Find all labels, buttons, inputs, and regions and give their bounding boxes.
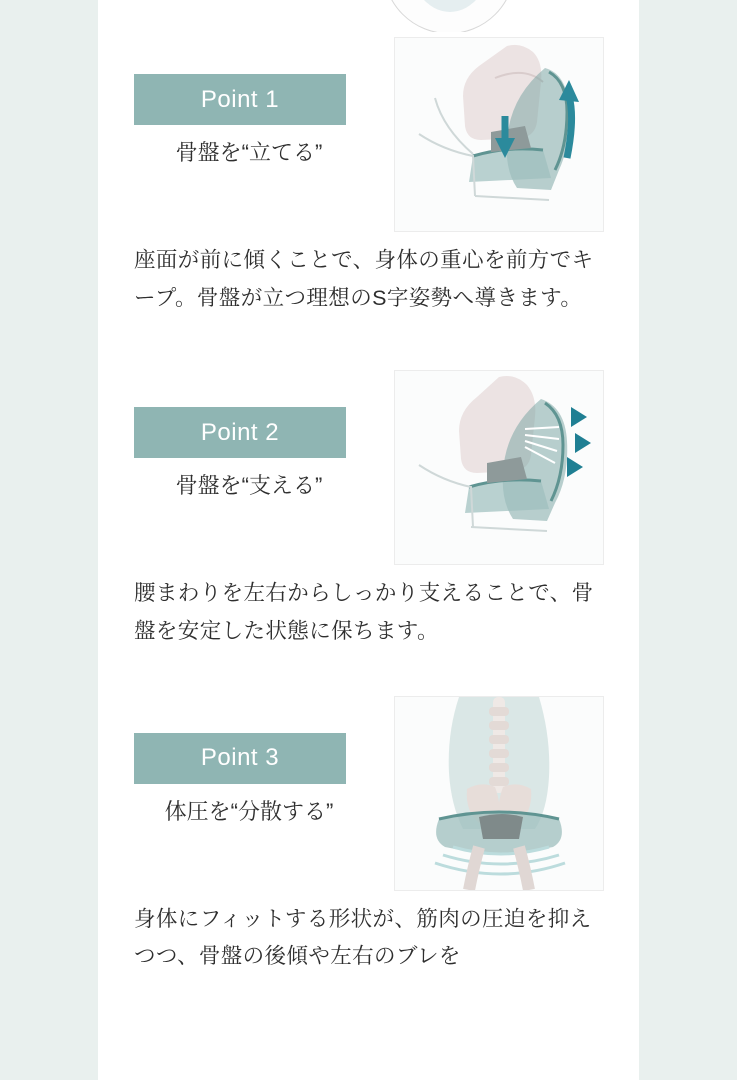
spacer-1 [98,317,639,365]
spacer-2 [98,651,639,691]
point-subtitle-2: 骨盤を“支える” [175,473,323,499]
point-subtitle-1: 骨盤を“立てる” [175,140,323,165]
point-badge-2 [134,407,346,458]
point-header-3 [98,691,639,891]
chair-side-view-pelvis-tilt-icon [395,38,603,231]
chair-side-view-pelvis-support-icon [395,371,603,564]
point-section-1 [98,32,639,317]
point-section-2 [98,365,639,650]
point-figure-1 [394,37,604,232]
point-figure-2 [394,370,604,565]
point-section-3 [98,691,639,976]
chair-back-view-pressure-dispersion-icon [395,697,603,890]
point-body-1: 座面が前に傾くことで、身体の重心を前方でキープ。骨盤が立つ理想のS字姿勢へ導きます。 [134,248,594,310]
point-figure-3 [394,696,604,891]
point-badge-3 [134,733,346,784]
point-subtitle-3: 体圧を“分散する” [164,798,334,824]
article-content [98,0,639,976]
point-badge-label-2: Point 2 [200,418,280,446]
top-partial-graphic [98,0,639,32]
point-header-2 [98,365,639,565]
point-badge-1 [134,74,346,125]
point-header-1 [98,32,639,232]
point-badge-label-1: Point 1 [200,85,280,113]
article-page [98,0,639,1080]
point-body-2: 腰まわりを左右からしっかり支えることで、骨盤を安定した状態に保ちます。 [134,581,594,643]
point-body-3: 身体にフィットする形状が、筋肉の圧迫を抑えつつ、骨盤の後傾や左右のブレを [134,906,592,969]
point-badge-label-3: Point 3 [200,744,280,771]
